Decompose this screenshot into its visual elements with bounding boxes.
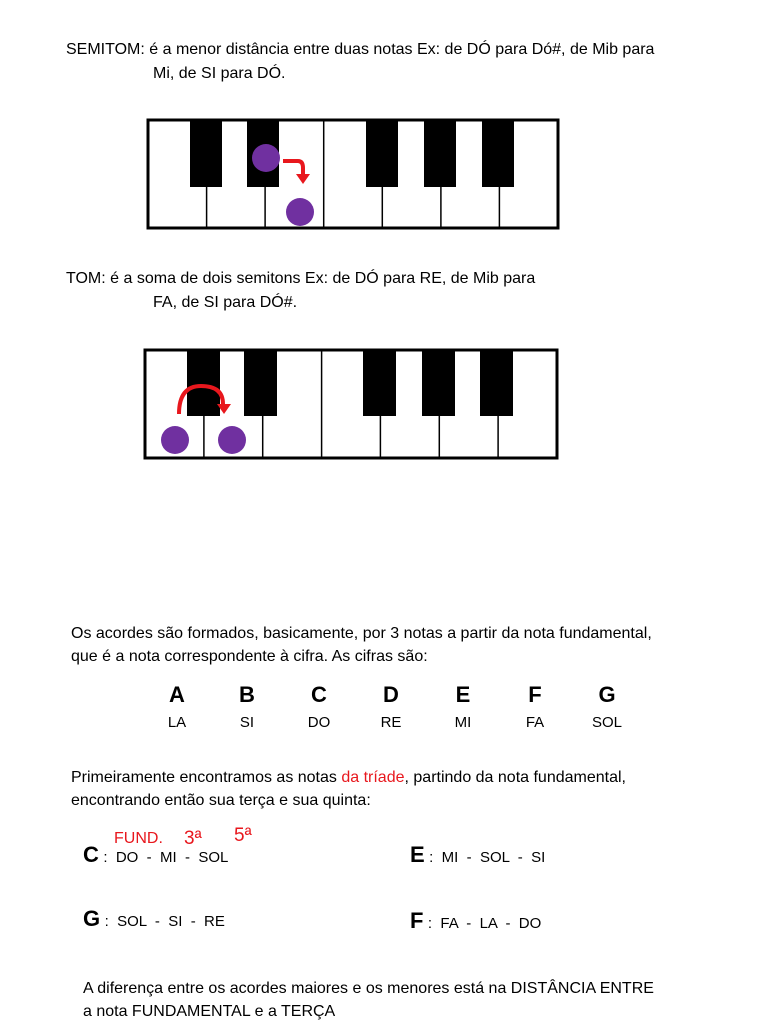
cipher-note-name: FA <box>525 714 545 731</box>
chords-intro-line2: que é a nota correspondente à cifra. As cifras são: <box>71 648 428 665</box>
cipher-note-name: SOL <box>591 714 622 731</box>
black-key <box>244 350 277 416</box>
chord-letter: F <box>410 908 424 933</box>
cipher-letter: C <box>311 682 327 707</box>
cipher-note-name: RE <box>380 714 402 731</box>
cipher-note-name: DO <box>307 714 331 731</box>
black-key <box>422 350 455 416</box>
black-key <box>366 120 398 187</box>
fundamental-annotation: FUND. <box>114 830 163 847</box>
cipher-column <box>508 682 562 731</box>
semitom-definition-line1: SEMITOM: é a menor distância entre duas notas Ex: de DÓ para Dó#, de Mib para <box>66 41 655 58</box>
start-note-marker <box>252 144 280 172</box>
cipher-column <box>436 682 490 731</box>
black-key <box>187 350 220 416</box>
tom-definition-line2: FA, de SI para DÓ#. <box>153 294 298 311</box>
end-note-marker <box>218 426 246 454</box>
fifth-annotation: 5ª <box>234 825 252 846</box>
black-key <box>424 120 456 187</box>
cipher-column <box>150 682 204 731</box>
cipher-letter: B <box>239 682 255 707</box>
cipher-letter: A <box>169 682 185 707</box>
semitone-keyboard-diagram <box>146 118 560 230</box>
cipher-column <box>580 682 634 731</box>
black-key <box>190 120 222 187</box>
start-note-marker <box>161 426 189 454</box>
chord-g-row <box>83 906 225 932</box>
third-annotation: 3ª <box>184 828 202 849</box>
chord-notes: : SOL - SI - RE <box>104 913 225 930</box>
chord-letter: G <box>83 906 101 931</box>
black-key <box>480 350 513 416</box>
chord-notes: : DO - MI - SOL <box>103 849 229 866</box>
chord-letter: E <box>410 842 425 867</box>
chords-intro-line1: Os acordes são formados, basicamente, por 3 notas a partir da nota fundamental, <box>71 625 652 642</box>
cipher-column <box>220 682 274 731</box>
cipher-note-name: MI <box>454 714 472 731</box>
cipher-note-name: SI <box>239 714 255 731</box>
cipher-letter: G <box>598 682 616 707</box>
cipher-note-name: LA <box>167 714 187 731</box>
triad-intro-line2: encontrando então sua terça e sua quinta: <box>71 792 371 809</box>
difference-line1: A diferença entre os acordes maiores e os menores está na DISTÂNCIA ENTRE <box>83 980 654 997</box>
cipher-letter: F <box>528 682 542 707</box>
cipher-column <box>364 682 418 731</box>
tone-keyboard-diagram <box>143 348 559 460</box>
cipher-letter: E <box>455 682 471 707</box>
chord-notes: : FA - LA - DO <box>427 915 542 932</box>
chord-e-row <box>410 842 545 868</box>
chord-notes: : MI - SOL - SI <box>429 849 546 866</box>
black-key <box>363 350 396 416</box>
chord-c-row <box>83 842 228 868</box>
difference-line2: a nota FUNDAMENTAL e a TERÇA <box>83 1003 336 1020</box>
triad-intro-line1: Primeiramente encontramos as notas da tríade, partindo da nota fundamental, <box>71 769 626 786</box>
black-key <box>482 120 514 187</box>
end-note-marker <box>286 198 314 226</box>
tom-definition-line1: TOM: é a soma de dois semitons Ex: de DÓ para RE, de Mib para <box>66 270 536 287</box>
cipher-table <box>150 682 640 742</box>
cipher-column <box>292 682 346 731</box>
chord-f-row <box>410 908 541 934</box>
triad-highlight: da tríade <box>341 769 405 786</box>
chord-letter: C <box>83 842 99 867</box>
semitom-definition-line2: Mi, de SI para DÓ. <box>153 65 286 82</box>
cipher-letter: D <box>383 682 399 707</box>
